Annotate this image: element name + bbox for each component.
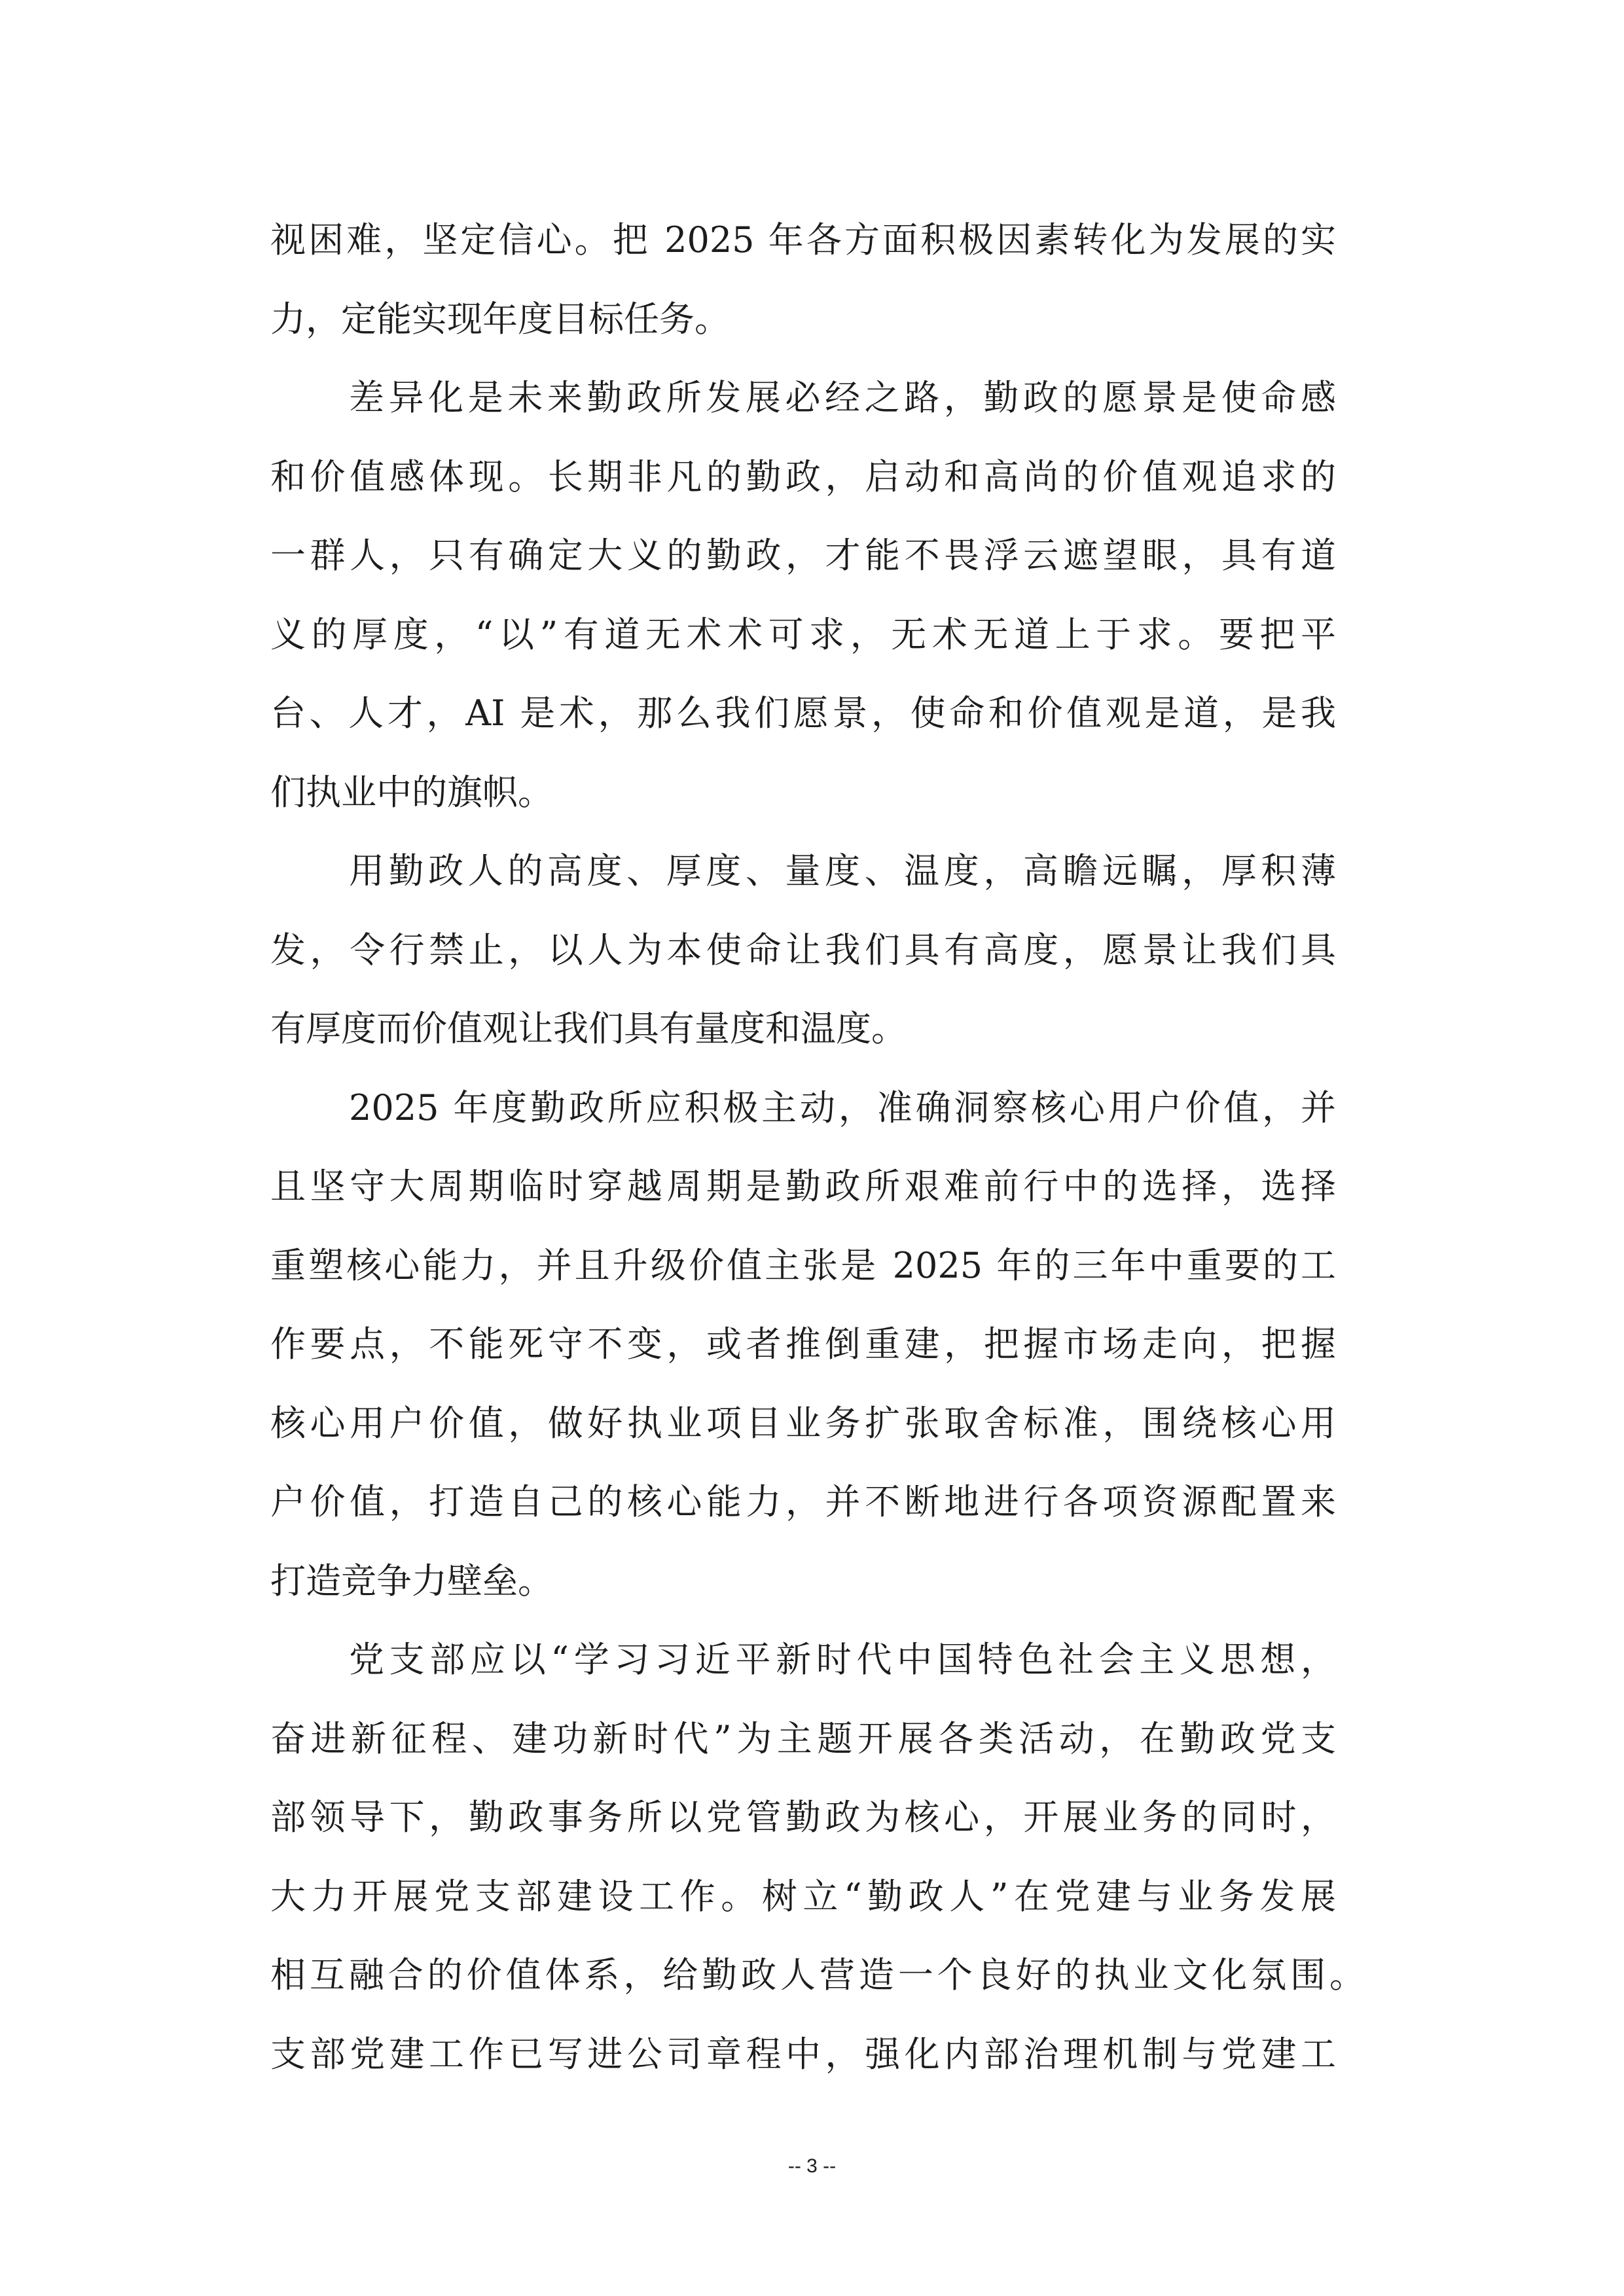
text-line: 且坚守大周期临时穿越周期是勤政所艰难前行中的选择，选择 [270,1166,1336,1207]
text-line: 2025 年度勤政所应积极主动，准确洞察核心用户价值，并 [349,1086,1336,1128]
text-line: 和价值感体现。长期非凡的勤政，启动和高尚的价值观追求的 [270,456,1336,497]
page-number-footer: -- 3 -- [787,2155,837,2177]
text-line: 发，令行禁止，以人为本使命让我们具有高度，愿景让我们具 [270,929,1336,971]
text-line: 们执业中的旗帜。 [270,771,553,813]
text-line: 有厚度而价值观让我们具有量度和温度。 [270,1008,907,1049]
text-line: 相互融合的价值体系，给勤政人营造一个良好的执业文化氛围。 [270,1954,1365,1996]
text-line: 核心用户价值，做好执业项目业务扩张取舍标准，围绕核心用 [270,1402,1336,1444]
text-line: 台、人才，AI 是术，那么我们愿景，使命和价值观是道，是我 [270,692,1336,734]
text-line: 差异化是未来勤政所发展必经之路，勤政的愿景是使命感 [349,377,1336,418]
body-text [270,201,1365,2094]
paragraph-2 [270,359,1336,832]
paragraph-1 [270,201,1336,359]
text-line: 视困难，坚定信心。把 2025 年各方面积极因素转化为发展的实 [270,219,1336,260]
text-line: 党支部应以“学习习近平新时代中国特色社会主义思想， [349,1639,1336,1680]
text-line: 义的厚度，“以”有道无术术可求，无术无道上于求。要把平 [270,613,1336,655]
text-line: 奋进新征程、建功新时代”为主题开展各类活动，在勤政党支 [270,1717,1336,1759]
text-line: 大力开展党支部建设工作。树立“勤政人”在党建与业务发展 [270,1875,1336,1917]
text-line: 重塑核心能力，并且升级价值主张是 2025 年的三年中重要的工 [270,1244,1336,1286]
text-line: 户价值，打造自己的核心能力，并不断地进行各项资源配置来 [270,1481,1336,1522]
text-line: 一群人，只有确定大义的勤政，才能不畏浮云遮望眼，具有道 [270,535,1336,576]
text-line: 用勤政人的高度、厚度、量度、温度，高瞻远瞩，厚积薄 [349,850,1336,891]
paragraph-4 [270,1069,1336,1621]
text-line: 支部党建工作已写进公司章程中，强化内部治理机制与党建工 [270,2033,1336,2075]
text-line: 部领导下，勤政事务所以党管勤政为核心，开展业务的同时， [270,1797,1336,1838]
text-line: 作要点，不能死守不变，或者推倒重建，把握市场走向，把握 [270,1323,1336,1365]
text-line: 力，定能实现年度目标任务。 [270,298,730,340]
text-line: 打造竞争力壁垒。 [270,1560,553,1602]
paragraph-3 [270,832,1336,1069]
paragraph-5 [270,1621,1365,2094]
